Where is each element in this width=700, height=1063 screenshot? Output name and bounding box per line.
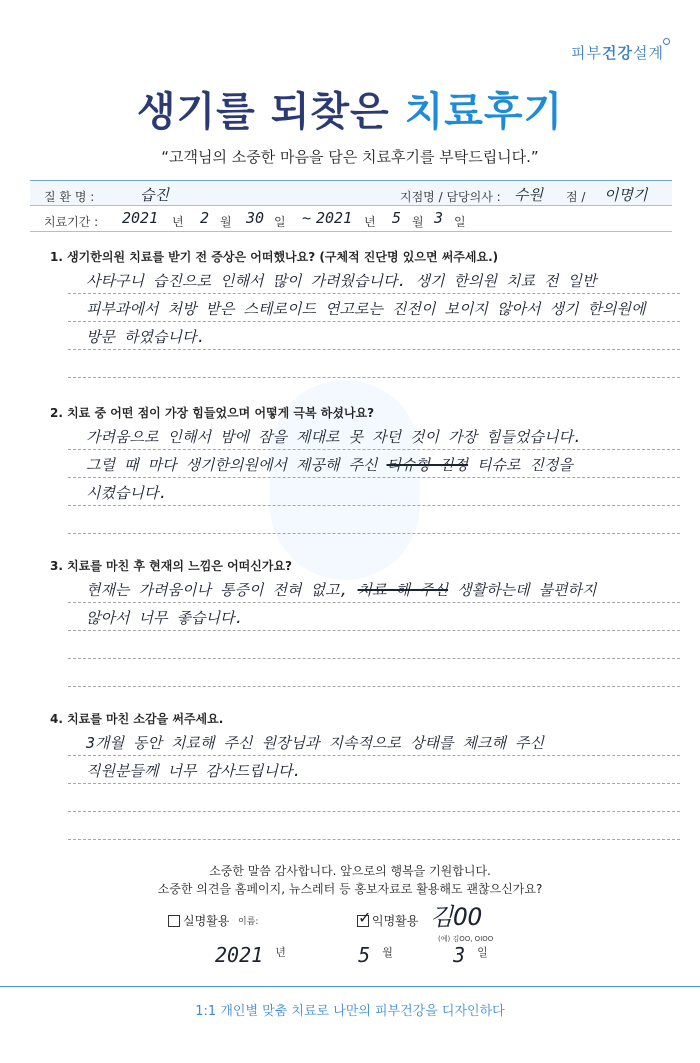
answer-line [68, 294, 680, 322]
start-year: 2021 [122, 209, 159, 227]
answer-segment: 현재는 가려움이나 통증이 전혀 없고, [86, 581, 349, 599]
brand-bold: 건강 [602, 44, 634, 62]
period-label: 치료기간 : [44, 215, 99, 229]
branch-label: 지점명 / 담당의사 : [400, 190, 501, 204]
answer-line [68, 322, 680, 350]
signed-month: 5 [358, 943, 371, 967]
page-title [0, 80, 700, 137]
signature: 김OO [430, 903, 483, 931]
answer-line [68, 266, 680, 294]
option-anonymous[interactable] [357, 908, 419, 929]
check-icon: ✓ [358, 908, 372, 927]
answer-line [68, 450, 680, 478]
answer-text: 사타구니 습진으로 인해서 많이 가려웠습니다. 생기 한의원 치료 전 일반 [86, 272, 597, 290]
answer-segment: 그럴 때 마다 생기한의원에서 제공해 주신 [86, 456, 378, 474]
option-anon-label: 익명활용 [372, 914, 419, 928]
info-row-period [30, 206, 672, 232]
title-part1: 생기를 되찾은 [136, 89, 405, 135]
signed-date [215, 943, 488, 967]
end-day: 3 [434, 209, 444, 227]
doctor-value: 이명기 [604, 186, 648, 204]
question-1: 1. 생기한의원 치료를 받기 전 증상은 어떠했나요? (구체적 진단명 있으면 써주세요.) [50, 250, 499, 264]
answer-lines-4 [68, 728, 680, 840]
brand-suffix: 설계 [633, 44, 664, 62]
option-real-label: 실명활용 [183, 914, 230, 928]
answer-text: 가려움으로 인해서 밤에 잠을 제대로 못 자던 것이 가장 힘들었습니다. [86, 428, 583, 446]
disease-value: 습진 [140, 186, 169, 204]
signed-day-unit: 일 [477, 946, 488, 959]
period-tilde: ~ [302, 209, 312, 227]
end-year: 2021 [316, 209, 353, 227]
answer-text: 피부과에서 처방 받은 스테로이드 연고로는 진전이 보이지 않아서 생기 한의원에 [86, 300, 646, 318]
question-3: 3. 치료를 마친 후 현재의 느낌은 어떠신가요? [50, 559, 293, 573]
info-row-diagnosis [30, 180, 672, 206]
name-label: 이름: [238, 917, 259, 927]
start-year-unit: 년 [172, 215, 184, 229]
struck-text: 치료 해 주신 [357, 581, 449, 599]
answer-lines-2 [68, 422, 680, 534]
struck-text: 티슈형 진정 [386, 456, 469, 474]
answer-text: 3개월 동안 치료해 주신 원장님과 지속적으로 상태를 체크해 주신 [86, 734, 545, 752]
answer-lines-3 [68, 575, 680, 687]
tagline: 1:1 개인별 맞춤 치료로 나만의 피부건강을 디자인하다 [195, 1004, 505, 1019]
answer-text: 직원분들께 너무 감사드립니다. [86, 762, 302, 780]
question-4: 4. 치료를 마친 소감을 써주세요. [50, 712, 224, 726]
brand-dot-icon [663, 38, 670, 45]
real-name-checkbox[interactable] [168, 915, 180, 927]
answer-line [68, 575, 680, 603]
answer-line [68, 812, 680, 840]
answer-line [68, 506, 680, 534]
answer-line [68, 603, 680, 631]
branch-value: 수원 [514, 186, 543, 204]
answer-line [68, 631, 680, 659]
title-part2: 치료후기 [404, 89, 564, 135]
answer-segment: 생활하는데 불편하지 [457, 581, 597, 599]
answer-lines-1 [68, 266, 680, 378]
start-month-unit: 월 [220, 215, 232, 229]
signed-day: 3 [453, 943, 466, 967]
consent-text: 소중한 의견을 홈페이지, 뉴스레터 등 홍보자료로 활용해도 괜찮으신가요? [157, 882, 543, 896]
answer-line [68, 350, 680, 378]
end-day-unit: 일 [454, 215, 466, 229]
end-year-unit: 년 [364, 215, 376, 229]
disease-label: 질 환 명 : [44, 190, 95, 204]
brand-logo [571, 42, 664, 63]
brand-prefix: 피부 [571, 44, 603, 62]
start-day-unit: 일 [274, 215, 286, 229]
question-2: 2. 치료 중 어떤 점이 가장 힘들었으며 어떻게 극복 하셨나요? [50, 406, 375, 420]
subtitle: “고객님의 소중한 마음을 담은 치료후기를 부탁드립니다.” [161, 148, 539, 166]
answer-segment: 티슈로 진정을 [477, 456, 574, 474]
anonymous-checkbox[interactable] [357, 908, 372, 927]
footer-divider [0, 986, 700, 987]
answer-text [86, 579, 597, 600]
answer-line [68, 422, 680, 450]
answer-line [68, 756, 680, 784]
answer-text [86, 454, 573, 475]
answer-line [68, 659, 680, 687]
answer-line [68, 784, 680, 812]
option-real-name[interactable] [168, 912, 229, 929]
thanks-text: 소중한 말씀 감사합니다. 앞으로의 행복을 기원합니다. [209, 864, 491, 878]
signed-month-unit: 월 [382, 946, 393, 959]
branch-unit: 점 / [566, 190, 586, 204]
answer-text: 않아서 너무 좋습니다. [86, 609, 244, 627]
answer-text: 시켰습니다. [86, 484, 168, 502]
answer-line [68, 478, 680, 506]
answer-text: 방문 하였습니다. [86, 328, 206, 346]
answer-line [68, 728, 680, 756]
start-month: 2 [200, 209, 210, 227]
end-month: 5 [392, 209, 402, 227]
start-day: 30 [246, 209, 265, 227]
signed-year-unit: 년 [275, 946, 286, 959]
signed-year: 2021 [215, 943, 264, 967]
signature-example: (예) 김OO, OIOO [438, 935, 494, 943]
end-month-unit: 월 [412, 215, 424, 229]
